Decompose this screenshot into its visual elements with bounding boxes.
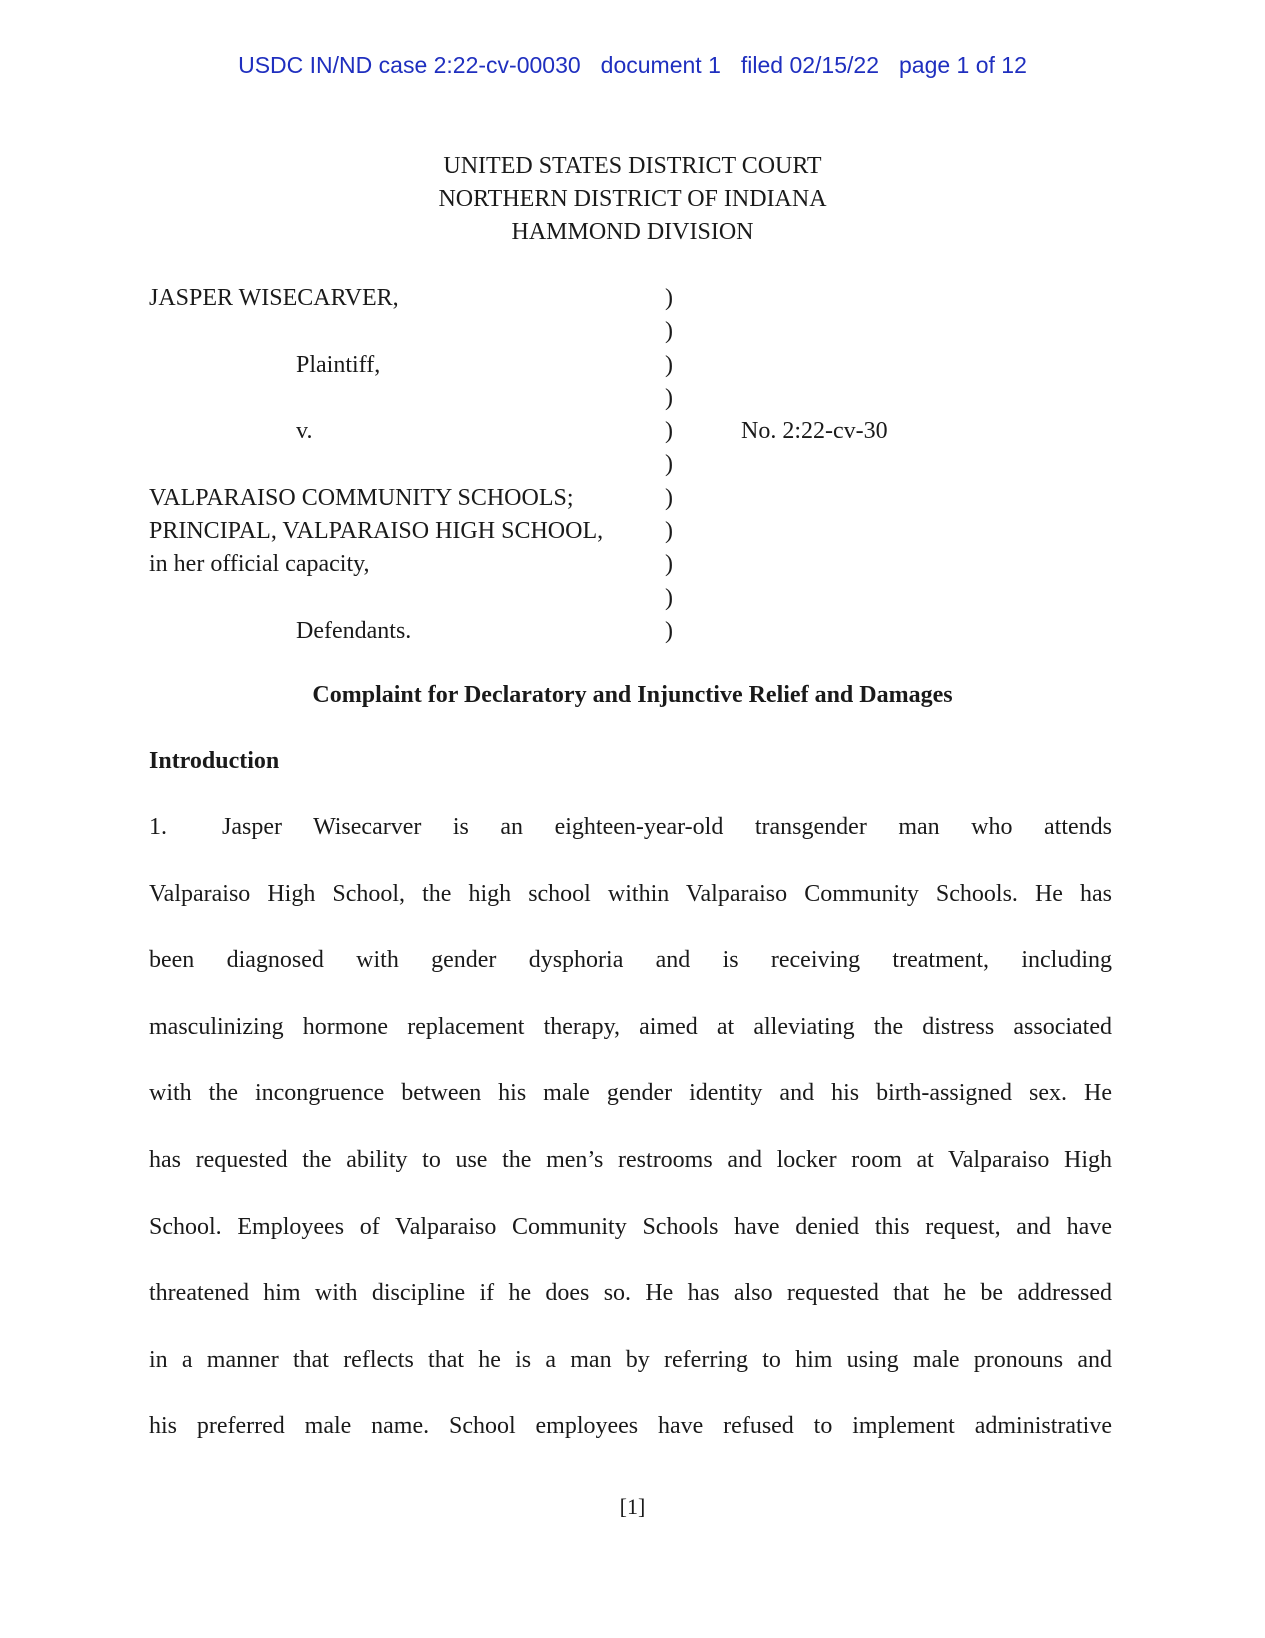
caption-paren: ) — [665, 418, 673, 445]
caption-paren: ) — [665, 584, 673, 611]
paragraph-line: with the incongruence between his male gender identity and his birth-assigned sex. He — [149, 1080, 1112, 1107]
paragraph-line: been diagnosed with gender dysphoria and is receiving treatment, including — [149, 947, 1112, 974]
caption-paren: ) — [665, 484, 673, 511]
paragraph-line: threatened him with discipline if he does so. He has also requested that he be addressed — [149, 1280, 1112, 1307]
paragraph-line: has requested the ability to use the men’s restrooms and locker room at Valparaiso High — [149, 1146, 1112, 1173]
caption-paren: ) — [665, 617, 673, 644]
court-heading — [0, 150, 1265, 249]
caption-row — [149, 482, 1049, 515]
court-name: UNITED STATES DISTRICT COURT — [443, 153, 822, 179]
paragraph-line: in a manner that reflects that he is a man by referring to him using male pronouns and — [149, 1346, 1112, 1373]
case-caption — [149, 282, 1049, 648]
plaintiff-label: Plaintiff, — [296, 351, 381, 378]
caption-paren: ) — [665, 285, 673, 311]
filing-page: page 1 of 12 — [899, 52, 1027, 78]
plaintiff-name: JASPER WISECARVER, — [149, 285, 399, 311]
filing-header — [0, 52, 1265, 79]
filing-case: USDC IN/ND case 2:22-cv-00030 — [238, 52, 581, 78]
paragraph-line — [149, 812, 1112, 879]
defendant-line-1: VALPARAISO COMMUNITY SCHOOLS; — [149, 484, 574, 511]
caption-paren: ) — [665, 351, 673, 378]
paragraph-line: Valparaiso High School, the high school within Valparaiso Community Schools. He has — [149, 880, 1112, 907]
paragraph-1 — [149, 812, 1112, 1478]
caption-row — [149, 415, 1049, 448]
caption-row — [149, 282, 1049, 315]
court-district: NORTHERN DISTRICT OF INDIANA — [438, 186, 827, 212]
paragraph-line: masculinizing hormone replacement therapy, aimed at alleviating the distress associated — [149, 1013, 1112, 1040]
section-heading: Introduction — [149, 748, 280, 774]
defendant-line-2: PRINCIPAL, VALPARAISO HIGH SCHOOL, — [149, 518, 604, 545]
defendant-line-3: in her official capacity, — [149, 551, 370, 578]
caption-paren: ) — [665, 384, 673, 411]
caption-row — [149, 382, 1049, 415]
caption-row — [149, 315, 1049, 348]
caption-paren: ) — [665, 518, 673, 545]
caption-row — [149, 548, 1049, 581]
paragraph-number: 1. — [149, 814, 167, 840]
filing-document: document 1 — [600, 52, 721, 78]
caption-row — [149, 515, 1049, 548]
caption-row — [149, 448, 1049, 481]
case-number: No. 2:22-cv-30 — [741, 418, 888, 445]
versus-label: v. — [296, 418, 313, 445]
caption-row — [149, 615, 1049, 648]
court-division: HAMMOND DIVISION — [511, 219, 754, 245]
paragraph-line: School. Employees of Valparaiso Community Schools have denied this request, and have — [149, 1213, 1112, 1240]
caption-paren: ) — [665, 551, 673, 578]
caption-paren: ) — [665, 451, 673, 478]
complaint-title: Complaint for Declaratory and Injunctive Relief and Damages — [312, 682, 953, 708]
paragraph-text: Jasper Wisecarver is an eighteen-year-old transgender man who attends — [222, 814, 1112, 840]
page-number: [1] — [619, 1494, 646, 1519]
defendants-label: Defendants. — [296, 617, 412, 644]
caption-row — [149, 349, 1049, 382]
caption-row — [149, 582, 1049, 615]
paragraph-line: his preferred male name. School employees have refused to implement administrative — [149, 1413, 1112, 1440]
filing-date: filed 02/15/22 — [740, 52, 879, 78]
caption-paren: ) — [665, 318, 673, 345]
